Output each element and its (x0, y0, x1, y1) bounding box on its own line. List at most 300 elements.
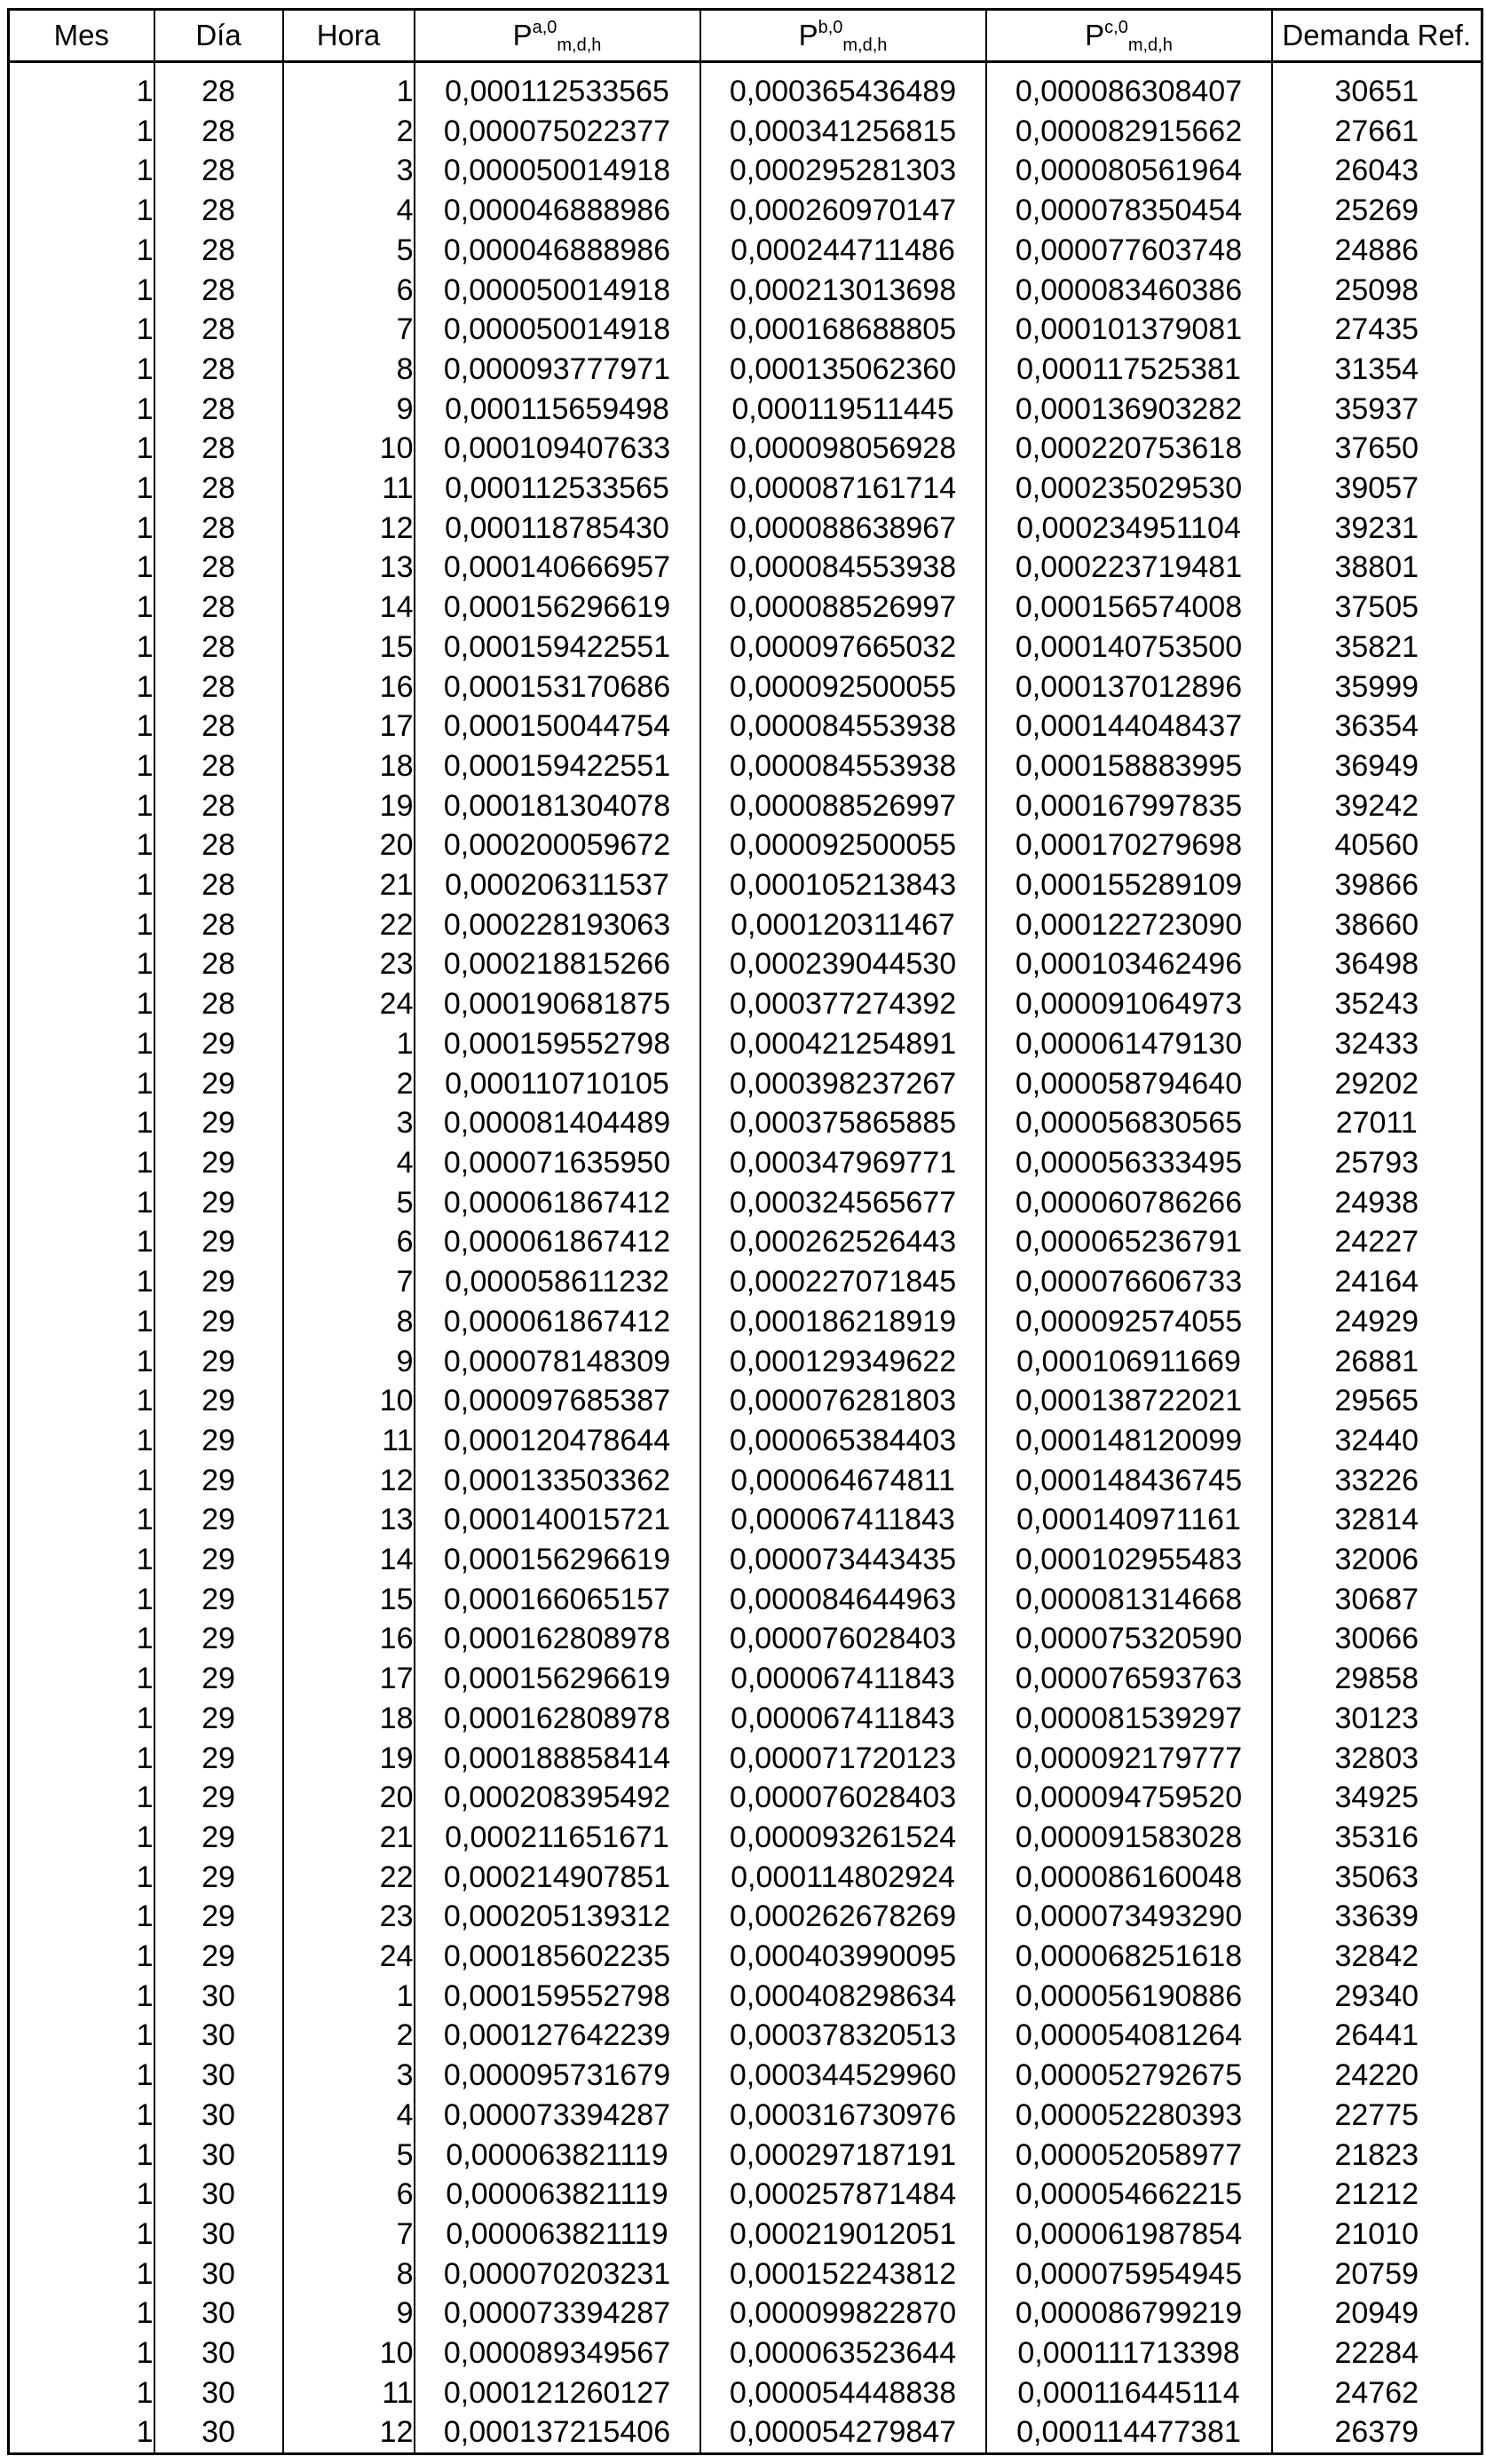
cell-mes: 1 (9, 786, 154, 826)
table-row (9, 1143, 1482, 1183)
cell-pb: 0,000257871484 (700, 2175, 986, 2215)
cell-dia: 29 (154, 1818, 283, 1858)
cell-dia: 28 (154, 429, 283, 469)
cell-pa: 0,000200059672 (415, 825, 700, 865)
cell-pc: 0,000091583028 (986, 1818, 1272, 1858)
table-row (9, 310, 1482, 350)
cell-demanda-ref: 26881 (1272, 1342, 1482, 1382)
cell-pb: 0,000213013698 (700, 271, 986, 311)
table-row (9, 1977, 1482, 2017)
cell-pb: 0,000295281303 (700, 151, 986, 191)
cell-hora: 24 (283, 1937, 415, 1977)
cell-dia: 29 (154, 1540, 283, 1580)
cell-mes: 1 (9, 588, 154, 628)
cell-dia: 28 (154, 905, 283, 945)
cell-mes: 1 (9, 1421, 154, 1461)
cell-pc: 0,000061479130 (986, 1024, 1272, 1064)
header-pa: P$^{a,0}_{m,d,h}$ (415, 10, 700, 62)
cell-demanda-ref: 39242 (1272, 786, 1482, 826)
cell-pb: 0,000186218919 (700, 1302, 986, 1342)
cell-pb: 0,000098056928 (700, 429, 986, 469)
cell-pb: 0,000067411843 (700, 1500, 986, 1540)
cell-pc: 0,000086799219 (986, 2294, 1272, 2334)
cell-pb: 0,000227071845 (700, 1262, 986, 1302)
table-row (9, 628, 1482, 667)
cell-demanda-ref: 32440 (1272, 1421, 1482, 1461)
cell-demanda-ref: 39866 (1272, 865, 1482, 905)
table-row (9, 469, 1482, 509)
cell-pa: 0,000137215406 (415, 2413, 700, 2453)
cell-demanda-ref: 24164 (1272, 1262, 1482, 1302)
cell-pa: 0,000166065157 (415, 1580, 700, 1620)
cell-mes: 1 (9, 2175, 154, 2215)
table-row (9, 2215, 1482, 2255)
cell-hora: 17 (283, 1659, 415, 1699)
table-row (9, 271, 1482, 311)
cell-dia: 28 (154, 707, 283, 746)
cell-pc: 0,000220753618 (986, 429, 1272, 469)
table-row (9, 1183, 1482, 1223)
cell-pa: 0,000061867412 (415, 1222, 700, 1262)
cell-pc: 0,000144048437 (986, 707, 1272, 746)
table-row (9, 62, 1482, 112)
cell-demanda-ref: 35316 (1272, 1818, 1482, 1858)
cell-dia: 30 (154, 2136, 283, 2176)
cell-demanda-ref: 24886 (1272, 231, 1482, 271)
cell-hora: 2 (283, 2016, 415, 2056)
cell-hora: 4 (283, 2096, 415, 2136)
cell-pc: 0,000092179777 (986, 1739, 1272, 1779)
cell-demanda-ref: 36498 (1272, 944, 1482, 984)
cell-pa: 0,000228193063 (415, 905, 700, 945)
cell-hora: 11 (283, 2373, 415, 2413)
cell-mes: 1 (9, 62, 154, 112)
table-row (9, 151, 1482, 191)
cell-pc: 0,000111713398 (986, 2334, 1272, 2373)
cell-pc: 0,000076593763 (986, 1659, 1272, 1699)
cell-demanda-ref: 27435 (1272, 310, 1482, 350)
cell-mes: 1 (9, 2413, 154, 2453)
cell-demanda-ref: 32006 (1272, 1540, 1482, 1580)
cell-pb: 0,000084644963 (700, 1580, 986, 1620)
cell-dia: 28 (154, 588, 283, 628)
cell-mes: 1 (9, 1024, 154, 1064)
cell-hora: 23 (283, 944, 415, 984)
cell-mes: 1 (9, 1064, 154, 1104)
cell-pa: 0,000081404489 (415, 1103, 700, 1143)
cell-dia: 28 (154, 271, 283, 311)
cell-mes: 1 (9, 1500, 154, 1540)
cell-pb: 0,000097665032 (700, 628, 986, 667)
table-row (9, 548, 1482, 588)
cell-demanda-ref: 25098 (1272, 271, 1482, 311)
cell-mes: 1 (9, 1143, 154, 1183)
cell-demanda-ref: 40560 (1272, 825, 1482, 865)
cell-mes: 1 (9, 984, 154, 1024)
cell-pc: 0,000158883995 (986, 746, 1272, 786)
cell-pc: 0,000122723090 (986, 905, 1272, 945)
cell-pa: 0,000185602235 (415, 1937, 700, 1977)
cell-pa: 0,000095731679 (415, 2056, 700, 2096)
cell-pb: 0,000152243812 (700, 2255, 986, 2294)
cell-pb: 0,000076281803 (700, 1381, 986, 1421)
cell-pb: 0,000119511445 (700, 390, 986, 430)
table-row (9, 1103, 1482, 1143)
cell-demanda-ref: 26043 (1272, 151, 1482, 191)
cell-hora: 23 (283, 1897, 415, 1937)
table-row (9, 1858, 1482, 1898)
cell-pc: 0,000103462496 (986, 944, 1272, 984)
cell-dia: 30 (154, 2175, 283, 2215)
cell-pa: 0,000071635950 (415, 1143, 700, 1183)
cell-pb: 0,000168688805 (700, 310, 986, 350)
cell-dia: 28 (154, 667, 283, 707)
cell-demanda-ref: 32842 (1272, 1937, 1482, 1977)
cell-pc: 0,000081314668 (986, 1580, 1272, 1620)
cell-pa: 0,000093777971 (415, 350, 700, 390)
cell-pb: 0,000092500055 (700, 667, 986, 707)
cell-pa: 0,000112533565 (415, 62, 700, 112)
cell-demanda-ref: 39231 (1272, 509, 1482, 549)
cell-dia: 28 (154, 231, 283, 271)
cell-hora: 5 (283, 1183, 415, 1223)
cell-mes: 1 (9, 2334, 154, 2373)
cell-pc: 0,000068251618 (986, 1937, 1272, 1977)
cell-mes: 1 (9, 1342, 154, 1382)
cell-dia: 29 (154, 1858, 283, 1898)
cell-pb: 0,000087161714 (700, 469, 986, 509)
demand-profile-table (7, 8, 1483, 2455)
cell-hora: 14 (283, 1540, 415, 1580)
table-row (9, 1421, 1482, 1461)
cell-hora: 16 (283, 667, 415, 707)
cell-hora: 17 (283, 707, 415, 746)
cell-pb: 0,000088526997 (700, 786, 986, 826)
cell-pb: 0,000129349622 (700, 1342, 986, 1382)
cell-pc: 0,000080561964 (986, 151, 1272, 191)
table-row (9, 2294, 1482, 2334)
cell-hora: 11 (283, 469, 415, 509)
cell-demanda-ref: 29565 (1272, 1381, 1482, 1421)
cell-pa: 0,000118785430 (415, 509, 700, 549)
cell-pa: 0,000218815266 (415, 944, 700, 984)
cell-demanda-ref: 37505 (1272, 588, 1482, 628)
table-row (9, 509, 1482, 549)
cell-demanda-ref: 20949 (1272, 2294, 1482, 2334)
table-row (9, 1461, 1482, 1501)
table-row (9, 2096, 1482, 2136)
cell-pa: 0,000063821119 (415, 2175, 700, 2215)
table-row (9, 667, 1482, 707)
cell-pa: 0,000073394287 (415, 2096, 700, 2136)
cell-pb: 0,000365436489 (700, 62, 986, 112)
table-row (9, 191, 1482, 231)
table-row (9, 746, 1482, 786)
table-row (9, 984, 1482, 1024)
table-row (9, 390, 1482, 430)
cell-demanda-ref: 33639 (1272, 1897, 1482, 1937)
cell-mes: 1 (9, 2096, 154, 2136)
cell-mes: 1 (9, 1302, 154, 1342)
cell-mes: 1 (9, 1540, 154, 1580)
cell-dia: 28 (154, 112, 283, 152)
cell-pc: 0,000223719481 (986, 548, 1272, 588)
cell-mes: 1 (9, 1381, 154, 1421)
cell-dia: 28 (154, 628, 283, 667)
cell-hora: 4 (283, 1143, 415, 1183)
cell-pa: 0,000211651671 (415, 1818, 700, 1858)
cell-dia: 28 (154, 786, 283, 826)
cell-demanda-ref: 39057 (1272, 469, 1482, 509)
cell-pa: 0,000150044754 (415, 707, 700, 746)
cell-dia: 28 (154, 151, 283, 191)
table-row (9, 1540, 1482, 1580)
cell-demanda-ref: 21823 (1272, 2136, 1482, 2176)
cell-pc: 0,000060786266 (986, 1183, 1272, 1223)
table-row (9, 825, 1482, 865)
cell-demanda-ref: 22284 (1272, 2334, 1482, 2373)
cell-mes: 1 (9, 390, 154, 430)
cell-pb: 0,000084553938 (700, 707, 986, 746)
cell-demanda-ref: 30687 (1272, 1580, 1482, 1620)
cell-mes: 1 (9, 1103, 154, 1143)
table-body (9, 62, 1482, 2454)
cell-pb: 0,000398237267 (700, 1064, 986, 1104)
cell-pc: 0,000138722021 (986, 1381, 1272, 1421)
cell-hora: 2 (283, 1064, 415, 1104)
table-row (9, 231, 1482, 271)
cell-hora: 21 (283, 1818, 415, 1858)
header-mes: Mes (9, 10, 154, 62)
cell-demanda-ref: 35937 (1272, 390, 1482, 430)
cell-dia: 29 (154, 1302, 283, 1342)
cell-demanda-ref: 29858 (1272, 1659, 1482, 1699)
cell-hora: 14 (283, 588, 415, 628)
cell-hora: 13 (283, 1500, 415, 1540)
table-row (9, 2373, 1482, 2413)
cell-hora: 8 (283, 1302, 415, 1342)
cell-mes: 1 (9, 2294, 154, 2334)
table-row (9, 1381, 1482, 1421)
cell-pb: 0,000120311467 (700, 905, 986, 945)
cell-dia: 28 (154, 62, 283, 112)
cell-pb: 0,000114802924 (700, 1858, 986, 1898)
cell-pb: 0,000244711486 (700, 231, 986, 271)
cell-dia: 30 (154, 2016, 283, 2056)
cell-pc: 0,000117525381 (986, 350, 1272, 390)
cell-pb: 0,000408298634 (700, 1977, 986, 2017)
cell-dia: 29 (154, 1262, 283, 1302)
table-row (9, 944, 1482, 984)
cell-pa: 0,000050014918 (415, 310, 700, 350)
cell-dia: 29 (154, 1500, 283, 1540)
cell-demanda-ref: 32814 (1272, 1500, 1482, 1540)
cell-pc: 0,000065236791 (986, 1222, 1272, 1262)
cell-dia: 28 (154, 509, 283, 549)
cell-pb: 0,000067411843 (700, 1699, 986, 1739)
cell-hora: 11 (283, 1421, 415, 1461)
cell-hora: 24 (283, 984, 415, 1024)
cell-pa: 0,000140666957 (415, 548, 700, 588)
cell-demanda-ref: 35821 (1272, 628, 1482, 667)
cell-dia: 29 (154, 1739, 283, 1779)
table-row (9, 1818, 1482, 1858)
cell-pa: 0,000133503362 (415, 1461, 700, 1501)
cell-pb: 0,000092500055 (700, 825, 986, 865)
cell-pc: 0,000073493290 (986, 1897, 1272, 1937)
cell-pa: 0,000110710105 (415, 1064, 700, 1104)
cell-pa: 0,000115659498 (415, 390, 700, 430)
cell-hora: 4 (283, 191, 415, 231)
cell-dia: 30 (154, 2413, 283, 2453)
cell-mes: 1 (9, 548, 154, 588)
cell-hora: 12 (283, 1461, 415, 1501)
cell-hora: 1 (283, 62, 415, 112)
cell-pb: 0,000377274392 (700, 984, 986, 1024)
cell-pb: 0,000316730976 (700, 2096, 986, 2136)
cell-pb: 0,000067411843 (700, 1659, 986, 1699)
cell-pa: 0,000162808978 (415, 1619, 700, 1659)
cell-mes: 1 (9, 2215, 154, 2255)
cell-dia: 30 (154, 2334, 283, 2373)
cell-demanda-ref: 27661 (1272, 112, 1482, 152)
table-row (9, 2413, 1482, 2453)
cell-demanda-ref: 25793 (1272, 1143, 1482, 1183)
cell-pc: 0,000170279698 (986, 825, 1272, 865)
cell-demanda-ref: 33226 (1272, 1461, 1482, 1501)
cell-pa: 0,000159552798 (415, 1977, 700, 2017)
cell-pb: 0,000219012051 (700, 2215, 986, 2255)
cell-dia: 29 (154, 1897, 283, 1937)
cell-pc: 0,000114477381 (986, 2413, 1272, 2453)
cell-hora: 19 (283, 786, 415, 826)
cell-hora: 18 (283, 1699, 415, 1739)
cell-dia: 28 (154, 350, 283, 390)
table-row (9, 1739, 1482, 1779)
cell-pb: 0,000105213843 (700, 865, 986, 905)
cell-dia: 30 (154, 2215, 283, 2255)
cell-pc: 0,000081539297 (986, 1699, 1272, 1739)
cell-mes: 1 (9, 151, 154, 191)
cell-pb: 0,000378320513 (700, 2016, 986, 2056)
cell-mes: 1 (9, 191, 154, 231)
cell-pb: 0,000344529960 (700, 2056, 986, 2096)
cell-pc: 0,000106911669 (986, 1342, 1272, 1382)
cell-dia: 29 (154, 1619, 283, 1659)
cell-pa: 0,000112533565 (415, 469, 700, 509)
cell-demanda-ref: 20759 (1272, 2255, 1482, 2294)
cell-demanda-ref: 24938 (1272, 1183, 1482, 1223)
cell-pb: 0,000088638967 (700, 509, 986, 549)
cell-pa: 0,000120478644 (415, 1421, 700, 1461)
header-pc: P$^{c,0}_{m,d,h}$ (986, 10, 1272, 62)
cell-pc: 0,000075320590 (986, 1619, 1272, 1659)
cell-pb: 0,000065384403 (700, 1421, 986, 1461)
header-row (9, 10, 1482, 62)
cell-pa: 0,000058611232 (415, 1262, 700, 1302)
cell-pc: 0,000140971161 (986, 1500, 1272, 1540)
cell-hora: 3 (283, 1103, 415, 1143)
table-row (9, 1262, 1482, 1302)
cell-hora: 5 (283, 2136, 415, 2176)
cell-demanda-ref: 24220 (1272, 2056, 1482, 2096)
cell-pc: 0,000056333495 (986, 1143, 1272, 1183)
table-row (9, 429, 1482, 469)
cell-dia: 29 (154, 1421, 283, 1461)
cell-mes: 1 (9, 2056, 154, 2096)
cell-pb: 0,000054448838 (700, 2373, 986, 2413)
cell-pb: 0,000088526997 (700, 588, 986, 628)
cell-pa: 0,000063821119 (415, 2136, 700, 2176)
cell-mes: 1 (9, 1183, 154, 1223)
cell-mes: 1 (9, 271, 154, 311)
cell-pb: 0,000262526443 (700, 1222, 986, 1262)
cell-pb: 0,000341256815 (700, 112, 986, 152)
cell-pc: 0,000155289109 (986, 865, 1272, 905)
cell-pa: 0,000156296619 (415, 1540, 700, 1580)
cell-mes: 1 (9, 1580, 154, 1620)
cell-pa: 0,000188858414 (415, 1739, 700, 1779)
cell-pa: 0,000046888986 (415, 191, 700, 231)
table-row (9, 1580, 1482, 1620)
cell-pc: 0,000054662215 (986, 2175, 1272, 2215)
table-row (9, 786, 1482, 826)
cell-hora: 7 (283, 2215, 415, 2255)
cell-pc: 0,000094759520 (986, 1778, 1272, 1818)
cell-pb: 0,000054279847 (700, 2413, 986, 2453)
cell-pc: 0,000056190886 (986, 1977, 1272, 2017)
cell-mes: 1 (9, 2255, 154, 2294)
cell-demanda-ref: 30651 (1272, 62, 1482, 112)
cell-pa: 0,000162808978 (415, 1699, 700, 1739)
table-row (9, 1500, 1482, 1540)
cell-dia: 30 (154, 2096, 283, 2136)
cell-pc: 0,000101379081 (986, 310, 1272, 350)
cell-pa: 0,000097685387 (415, 1381, 700, 1421)
cell-hora: 15 (283, 628, 415, 667)
cell-demanda-ref: 36354 (1272, 707, 1482, 746)
cell-pa: 0,000061867412 (415, 1183, 700, 1223)
cell-pa: 0,000121260127 (415, 2373, 700, 2413)
cell-mes: 1 (9, 1222, 154, 1262)
cell-pb: 0,000324565677 (700, 1183, 986, 1223)
table-row (9, 2056, 1482, 2096)
cell-hora: 22 (283, 1858, 415, 1898)
cell-pa: 0,000159552798 (415, 1024, 700, 1064)
cell-hora: 16 (283, 1619, 415, 1659)
cell-mes: 1 (9, 469, 154, 509)
cell-mes: 1 (9, 905, 154, 945)
cell-dia: 30 (154, 2255, 283, 2294)
cell-mes: 1 (9, 1977, 154, 2017)
table-row (9, 1659, 1482, 1699)
cell-pa: 0,000089349567 (415, 2334, 700, 2373)
cell-dia: 28 (154, 469, 283, 509)
cell-pb: 0,000076028403 (700, 1619, 986, 1659)
cell-pb: 0,000084553938 (700, 548, 986, 588)
cell-pc: 0,000052280393 (986, 2096, 1272, 2136)
cell-pa: 0,000061867412 (415, 1302, 700, 1342)
cell-mes: 1 (9, 1937, 154, 1977)
cell-hora: 22 (283, 905, 415, 945)
cell-hora: 10 (283, 429, 415, 469)
cell-mes: 1 (9, 707, 154, 746)
table-row (9, 1024, 1482, 1064)
cell-dia: 29 (154, 1659, 283, 1699)
cell-hora: 10 (283, 2334, 415, 2373)
cell-hora: 12 (283, 509, 415, 549)
cell-dia: 28 (154, 310, 283, 350)
